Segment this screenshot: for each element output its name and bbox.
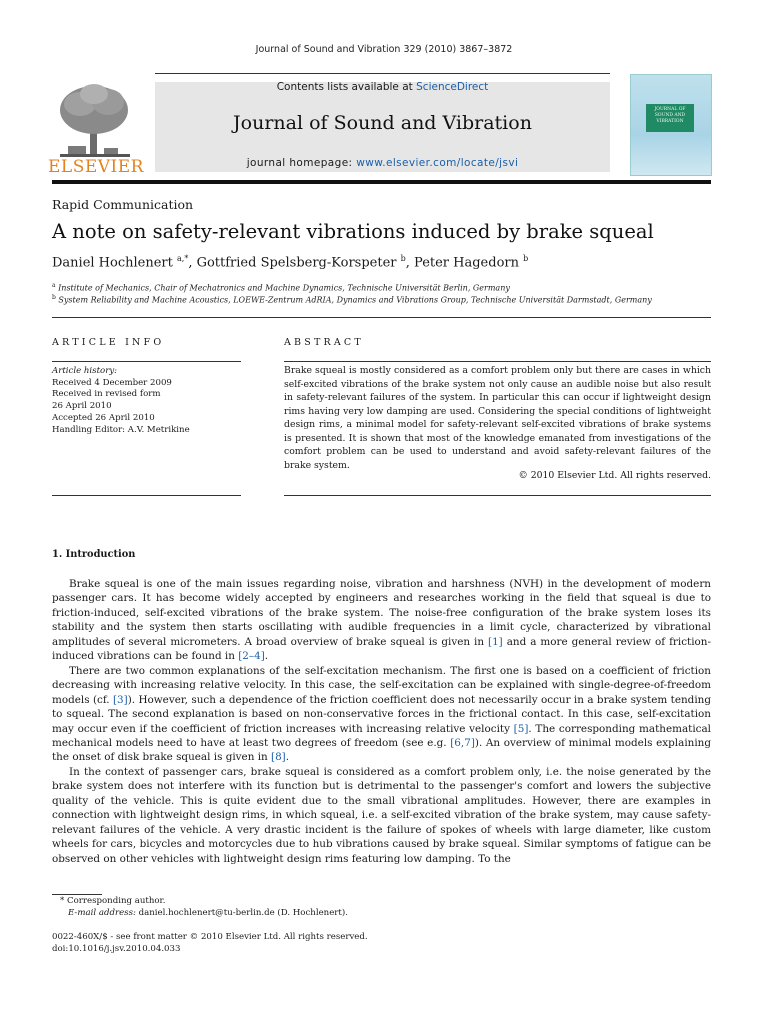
affil-text: Institute of Mechanics, Chair of Mechatronics and Machine Dynamics, Technische Universität Berlin, Germany [58,283,510,293]
affil-marker: b [52,294,56,301]
divider [284,361,711,362]
paragraph-text: and a more general review of friction-induced vibrations can be found in [52,635,712,663]
doi-line[interactable]: doi:10.1016/j.jsv.2010.04.033 [52,944,181,954]
history-line: 26 April 2010 [52,401,112,412]
author-list: Daniel Hochlenert $^{a,*}$, Gottfried Spelsberg-Korspeter $^b$, Peter Hagedorn $^b$ [52,254,529,271]
contents-prefix: Contents lists available at [276,81,417,93]
history-line: Received in revised form [52,389,161,400]
history-line: Accepted 26 April 2010 [52,412,155,423]
affil-marker: a [52,282,56,289]
abstract-copyright: © 2010 Elsevier Ltd. All rights reserved. [518,470,711,481]
citation-link[interactable]: [5] [513,722,529,735]
elsevier-tree-icon [50,80,138,160]
affiliation-b [52,294,652,305]
email-value[interactable]: daniel.hochlenert@tu-berlin.de (D. Hochlenert). [135,908,348,918]
author-name[interactable]: Peter Hagedorn [414,255,519,271]
paragraph-text: There are two common explanations of the self-excitation mechanism. The first one is based on a coefficient of friction decreasing with increasing relative velocity. In this case, the self-excitation can be explained with single-degree-of-freedom models (cf. [52,664,711,706]
author-affil-marker: b [400,254,406,263]
contents-line [155,81,610,93]
paragraph: In the context of passenger cars, brake squeal is considered as a comfort problem only, i.e. the noise generated by the brake system does not interfere with its function but is detrimental to the passenger's comfort and lowers the subjective quality of the vehicle. This is quite evident due to the small vibrational amplitudes. However, there are examples in connection with lightweight design rims, in which squeal, i.e. a self-excited vibration of the brake system, may cause safety-relevant failures of the vehicle. A very drastic incident is the failure of spokes of wheels with large diameter, like custom wheels for cars, bicycles and motorcycles due to hub vibrations caused by brake squeal. Similar symptoms of fatigue can be observed on other vehicles with lightweight design rims featuring low damping. To the [52,765,711,865]
author-name[interactable]: Gottfried Spelsberg-Korspeter [196,255,397,271]
paragraph-text: . [285,751,290,764]
divider [52,361,241,362]
paragraph [52,577,711,664]
paragraph-text: . The corresponding mathematical mechanical models need to have at least two degrees of freedom (see e.g. [52,722,711,749]
citation-link[interactable]: [2–4] [238,650,265,663]
author-name[interactable]: Daniel Hochlenert [52,255,173,271]
paragraph-text: ). An overview of minimal models explaining the onset of disk brake squeal is given in [52,736,712,764]
footnote-corresponding: * Corresponding author. [60,896,166,906]
author-affil-marker: a,* [177,254,189,263]
header-top-rule [155,73,610,74]
history-line: Handling Editor: A.V. Metrikine [52,424,190,435]
divider [284,495,711,496]
paragraph-text: ). However, such a dependence of the friction coefficient does not necessarily occur in a brake system tending to squeal. The second explanation is based on non-conservative forces in the frictional contact. In this case, self-excitation may occur even if the coefficient of friction increases with increasing relative velocity [52,693,711,735]
article-info-heading: ARTICLE INFO [52,337,165,348]
paragraph-text: . [264,650,269,663]
journal-title: Journal of Sound and Vibration [233,112,532,134]
history-line: Received 4 December 2009 [52,377,172,388]
citation-link[interactable]: [8] [271,751,286,764]
body-text [52,577,711,866]
affil-text: System Reliability and Machine Acoustics, LOEWE-Zentrum AdRIA, Dynamics and Vibrations Group, Technische Universität Darmstadt, Germany [58,295,652,305]
cover-title: JOURNAL OF SOUND AND VIBRATION [646,104,694,132]
sciencedirect-link[interactable]: ScienceDirect [416,81,489,93]
issn-line: 0022-460X/$ - see front matter © 2010 Elsevier Ltd. All rights reserved. [52,932,368,942]
citation-link[interactable]: [6,7] [450,736,475,749]
abstract-text: Brake squeal is mostly considered as a comfort problem only but there are cases in which self-excited vibrations of the brake system not only cause an audible noise but also result in safety-relevant failures of the system. In particular this can occur if lightweight design rims having very low damping are used. Considering the special conditions of lightweight design rims, a minimal model for safety-relevant self-excited vibrations of brake systems is presented. It is shown that most of the knowledge emanated from investigations of the comfort problem can be used to understand and avoid safety-relevant failures of the brake system. [284,365,711,471]
article-history [52,366,241,436]
article-type: Rapid Communication [52,197,194,212]
abstract-heading: ABSTRACT [284,337,364,348]
elsevier-wordmark: ELSEVIER [48,157,144,177]
section-heading: 1. Introduction [52,549,136,560]
homepage-line [155,157,610,169]
citation-link[interactable]: [3] [113,693,128,706]
homepage-prefix: journal homepage: [246,157,357,169]
footnote-rule [52,894,102,895]
header-bottom-rule [52,180,711,184]
paragraph-text: Brake squeal is one of the main issues regarding noise, vibration and harshness (NVH) in the development of modern passenger cars. It has become widely accepted by engineers and researches working in the field that squeal is due to friction-induced, self-excited vibrations of the brake system. The noise-free configuration of the brake system loses its stability and the system then starts oscillating with audible frequencies in a limit cycle, characterized by vibrational amplitudes of several micrometers. A broad overview of brake squeal is given in [52,578,711,648]
paragraph [52,664,711,765]
divider [52,495,241,496]
article-title: A note on safety-relevant vibrations induced by brake squeal [52,220,654,243]
author-affil-marker: b [523,254,529,263]
history-label: Article history: [52,366,118,376]
divider [52,317,711,318]
email-label: E-mail address: [68,908,136,918]
homepage-link[interactable]: www.elsevier.com/locate/jsvi [356,157,519,169]
citation-link[interactable]: [1] [488,635,503,648]
affiliation-a [52,282,510,293]
footnote-email [68,908,348,918]
running-head: Journal of Sound and Vibration 329 (2010) 3867–3872 [255,44,513,55]
